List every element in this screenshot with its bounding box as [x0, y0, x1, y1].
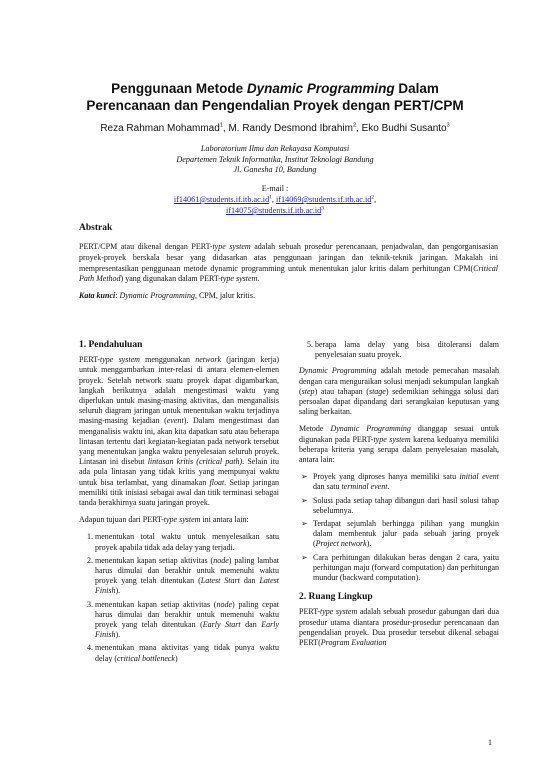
author-list: Reza Rahman Mohammad$^1$, M. Randy Desmond Ibrahim$^2$, Eko Budhi Susanto$^3$: [100, 122, 450, 134]
paragraph: PERT-type system adalah sebuah prosedur gabungan dari dua prosedur utama diantara prosedur-prosedur perencanaan dan pengendalian proyek. Dua prosedur tersebut dikenal sebagai PERT(Program Evaluation: [299, 607, 499, 648]
keywords: Kata kunci: Dynamic Programming, CPM, jalur kritis.: [79, 291, 255, 300]
paragraph: PERT-type system menggunakan network (jaringan kerja) untuk menggambarkan inter-relasi di antara elemen-elemen proyek. Setelah network suatu proyek dapat digambarkan, langkah berikutnya adalah mengestimasi waktu yang diperlukan untuk masing-masing aktivitas, dan menganalisis seluruh diagram jaringan untuk menentukan waktu terjadinya masing-masing kejadian (event). Dalam mengestimasi dan menganalisis waktu ini, akan kita dapatkan satu atau beberapa lintasan tertentu dari kegiatan-kegiatan pada network tersebut yang menentukan jangka waktu penyelesaian seluruh proyek. Lintasan ini disebut lintasan kritis (critical path). Selain itu ada pula lintasan yang tidak kritis yang mempunyai waktu untuk bisa terlambat, yang dinamakan float. Setiap jaringan memiliki titik inisiasi sebagai awal dan titik terminasi sebagai tanda berakhirnya suatu jaringan proyek.: [79, 355, 280, 508]
title-line-1: Penggunaan Metode Dynamic Programming Dalam: [111, 81, 439, 96]
abstract-heading: Abstrak: [79, 223, 113, 233]
email-block: E-mail : $if14061@students.if.itb.ac.id^1$, $if14069@students.if.itb.ac.id^2$, $if14075@students.if.itb.ac.id^3$: [40, 183, 510, 216]
affiliation: Laboratorium Ilmu dan Rekayasa Komputasi Departemen Teknik Informatika, Institut Teknologi Bandung Jl. Ganesha 10, Bandung: [176, 144, 374, 174]
section-heading-pendahuluan: 1. Pendahuluan: [79, 340, 143, 350]
list-item: ➢ Terdapat sejumlah berhingga pilihan yang mungkin dalam membentuk jalur pada sebuah jaring proyek (Project network).: [313, 519, 499, 550]
section-heading-ruang-lingkup: 2. Ruang Lingkup: [299, 592, 373, 603]
author-3: Eko Budhi Susanto: [361, 123, 447, 134]
list-item: ➢ Cara perhitungan dilakukan beras dengan 2 cara, yaitu perhitungan maju (forward computation) dan perhitungan mundur (backward computation).: [313, 553, 499, 584]
paper-title: [40, 80, 510, 114]
objective-list-continued: [299, 340, 499, 360]
email-link-3[interactable]: if14075@students.if.itb.ac.id: [225, 206, 322, 215]
paragraph: Dynamic Programming adalah metode pemecahan masalah dengan cara menguraikan solusi menjadi sekumpulan langkah (step) atau tahapan (stage) sedemikian sehingga solusi dari persoalan dapat dipandang dari serangkaian keputusan yang saling berkaitan.: [299, 366, 500, 417]
list-item: 3. menentukan kapan setiap aktivitas (node) paling cepat harus dimulai dan berakhir untuk memenuhi waktu proyek yang telah ditentukan (Early Start dan Early Finish).: [95, 600, 279, 641]
paragraph: Adapun tujuan dari PERT-type system ini antara lain:: [79, 515, 249, 525]
author-1: Reza Rahman Mohammad: [100, 123, 220, 134]
left-column: [79, 340, 279, 670]
paragraph: Metode Dynamic Programming dianggap sesuai untuk digunakan pada PERT-type system karena keduanya memiliki beberapa kriteria yang serupa dalam penyelesaian masalah, antara lain:: [299, 424, 500, 465]
objective-list: [79, 532, 279, 663]
criteria-list: [299, 472, 499, 583]
right-column: [299, 340, 499, 655]
email-link-1[interactable]: if14061@students.if.itb.ac.id: [173, 195, 270, 204]
list-item: 4. menentukan mana aktivitas yang tidak punya waktu delay (critical bottleneck): [95, 643, 279, 663]
list-item: 2. menentukan kapan setiap aktivitas (node) paling lambat harus dimulai dan berakhir untuk memenuhi waktu proyek yang telah ditentukan (Latest Start dan Latest Finish).: [95, 556, 279, 597]
page-number: 1: [488, 738, 492, 747]
title-line-2: Perencanaan dan Pengendalian Proyek dengan PERT/CPM: [86, 98, 464, 113]
abstract-body: PERT/CPM atau dikenal dengan PERT-type system adalah sebuah prosedur perencanaan, penjadwalan, dan pengorganisasian proyek-proyek berskala besar yang didasarkan atas penggunaan jaringan dan teknik-teknik jaringan. Makalah ini mempresentasikan penggunaan metode dynamic programming untuk menentukan jalur kritis dalam perhitungan CPM(Critical Path Method) yang digunakan dalam PERT-type system.: [79, 242, 499, 284]
email-label: E-mail :: [261, 184, 289, 193]
list-item: ➢ Proyek yang diproses hanya memiliki satu initial event dan satu terminal event.: [313, 472, 499, 492]
author-2: M. Randy Desmond Ibrahim: [228, 123, 353, 134]
list-item: ➢ Solusi pada setiap tahap dibangun dari hasil solusi tahap sebelumnya.: [313, 496, 499, 516]
email-link-2[interactable]: if14069@students.if.itb.ac.id: [276, 195, 372, 204]
list-item: 1. menentukan total waktu untuk menyelesaikan satu proyek apabila tidak ada delay yang terjadi.: [95, 532, 279, 552]
list-item: 5. berapa lama delay yang bisa ditoleransi dalam penyelesaian suatu proyek.: [315, 340, 499, 360]
